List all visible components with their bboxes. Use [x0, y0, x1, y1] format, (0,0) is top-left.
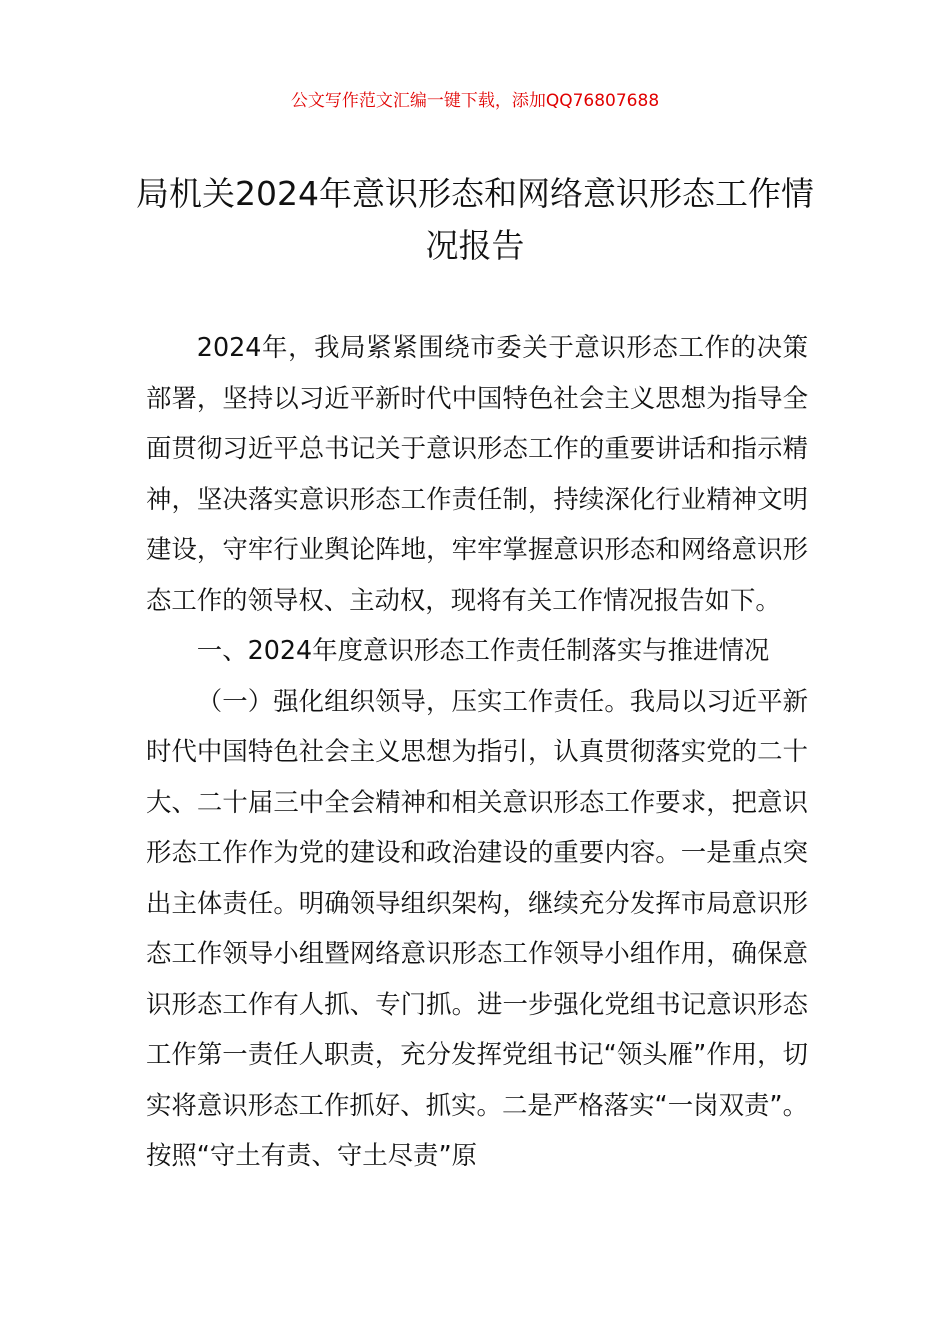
section-heading: 一、2024年度意识形态工作责任制落实与推进情况 — [196, 635, 770, 665]
document-body — [146, 322, 808, 1181]
document-title: 局机关2024年意识形态和网络意识形态工作情况报告 — [136, 174, 814, 265]
paragraph-intro: 2024年，我局紧紧围绕市委关于意识形态工作的决策部署，坚持以习近平新时代中国特色社会主义思想为指导全面贯彻习近平总书记关于意识形态工作的重要讲话和指示精神，坚决落实意识形态工作责任制，持续深化行业精神文明建设，守牢行业舆论阵地，牢牢掌握意识形态和网络意识形态工作的领导权、主动权，现将有关工作情况报告如下。 — [146, 332, 808, 615]
header-note: 公文写作范文汇编一键下载，添加QQ76807688 — [290, 91, 660, 111]
paragraph-subsection: （一）强化组织领导，压实工作责任。我局以习近平新时代中国特色社会主义思想为指引，认真贯彻落实党的二十大、二十届三中全会精神和相关意识形态工作要求，把意识形态工作作为党的建设和政治建设的重要内容。一是重点突出主体责任。明确领导组织架构，继续充分发挥市局意识形态工作领导小组暨网络意识形态工作领导小组作用，确保意识形态工作有人抓、专门抓。进一步强化党组书记意识形态工作第一责任人职责，充分发挥党组书记“领头雁”作用，切实将意识形态工作抓好、抓实。二是严格落实“一岗双责”。按照“守土有责、守土尽责”原 — [146, 685, 808, 1170]
